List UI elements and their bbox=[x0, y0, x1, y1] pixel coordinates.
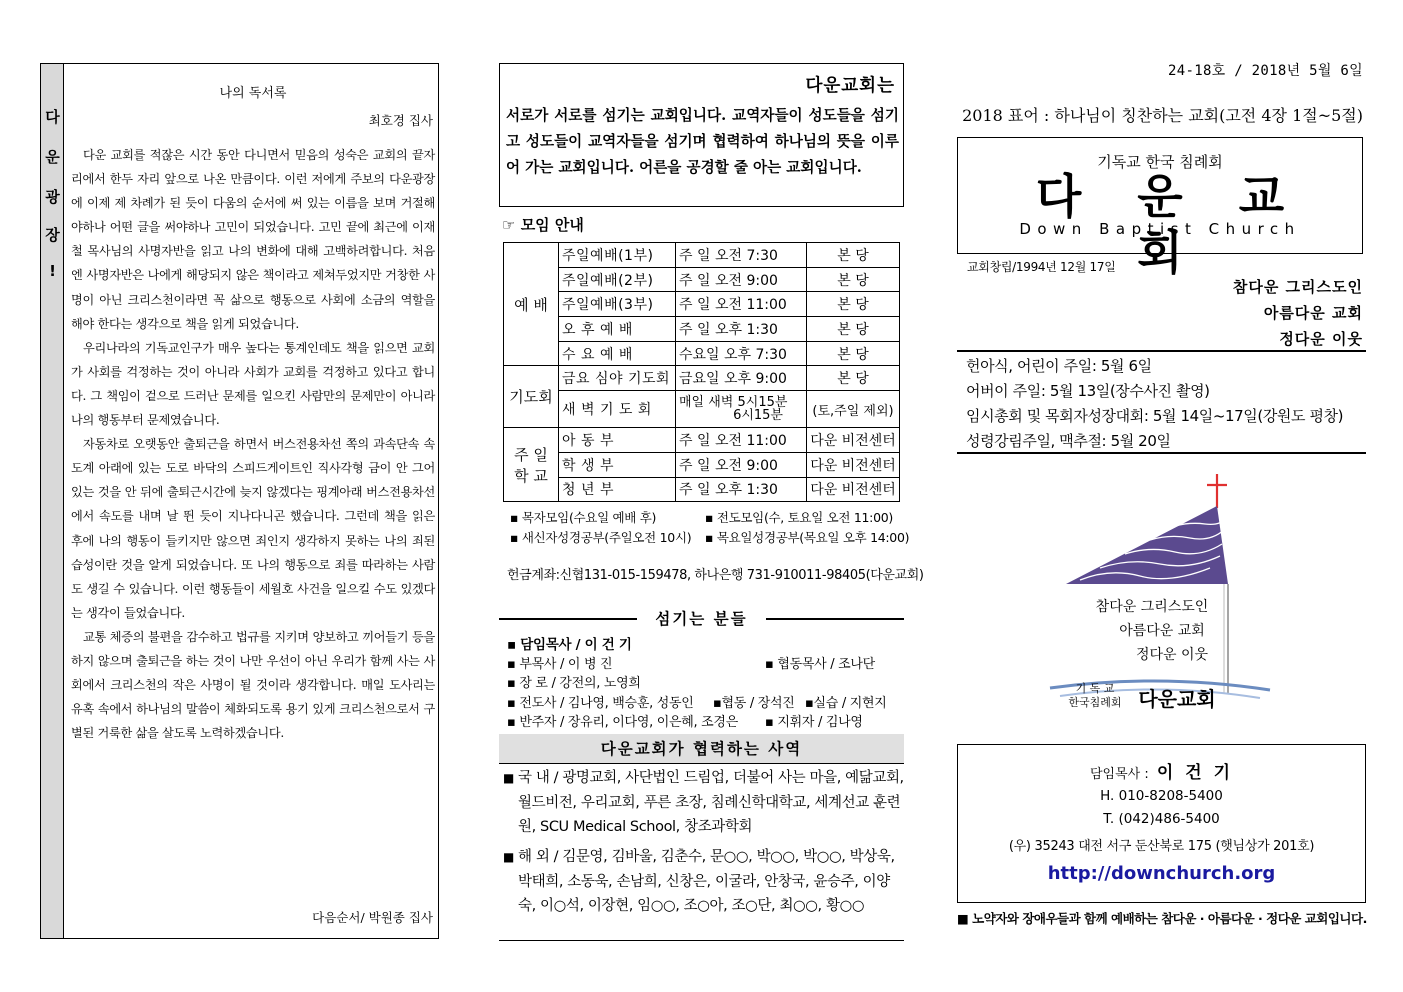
table-row bbox=[504, 292, 900, 317]
server-text: 협동목사 / 조나단 bbox=[777, 657, 875, 672]
divider bbox=[957, 452, 1366, 454]
slogan: 정다운 이웃 bbox=[1279, 330, 1363, 348]
server-text: 장 로 / 강전의, 노영희 bbox=[519, 676, 641, 691]
divider bbox=[957, 350, 1366, 352]
meeting-name: 주일예배(2부) bbox=[559, 267, 676, 292]
pastor-label: 담임목사 : bbox=[1090, 767, 1149, 782]
pointing-hand-icon: ☞ bbox=[502, 216, 516, 234]
church-intro-box bbox=[499, 63, 904, 207]
side-char: 장 bbox=[45, 226, 60, 244]
mission-domestic bbox=[499, 766, 904, 840]
slogan: 참다운 그리스도인 bbox=[1232, 278, 1363, 296]
table-row bbox=[504, 477, 900, 502]
meeting-name: 수 요 예 배 bbox=[559, 341, 676, 366]
meeting-time: 금요일 오후 9:00 bbox=[676, 366, 807, 391]
church-name-english: Down Baptist Church bbox=[1019, 220, 1301, 238]
server-item: ▪협동 / 장석진 bbox=[713, 696, 795, 711]
square-bullet-icon: ■ bbox=[503, 850, 514, 864]
server-text: 전도사 / 김나영, 백승훈, 성동인 bbox=[519, 696, 694, 711]
meeting-place: 다운 비전센터 bbox=[807, 477, 900, 502]
server-text: 반주자 / 장유리, 이다영, 이은혜, 조경은 bbox=[519, 715, 738, 730]
meetings-heading bbox=[502, 214, 584, 235]
table-row bbox=[504, 452, 900, 477]
side-char: 다 bbox=[45, 108, 60, 126]
meeting-time: 주 일 오후 1:30 bbox=[676, 477, 807, 502]
meeting-time: 주 일 오전 11:00 bbox=[676, 292, 807, 317]
table-row bbox=[504, 341, 900, 366]
meeting-time: 주 일 오후 1:30 bbox=[676, 317, 807, 342]
slogan: 아름다운 교회 bbox=[1263, 304, 1363, 322]
server-text: 협동 / 장석진 bbox=[721, 696, 795, 711]
meeting-time: 주 일 오전 9:00 bbox=[676, 452, 807, 477]
church-name: 다운교회 bbox=[1035, 170, 1341, 281]
offering-account: 헌금계좌:신협131-015-159478, 하나은행 731-910011-98405(다운교회) bbox=[507, 568, 924, 583]
category-label-line: 주 일 bbox=[514, 445, 548, 464]
divider bbox=[499, 940, 904, 941]
meeting-time-line: 매일 새벽 5시15분 bbox=[679, 395, 788, 411]
server-item: ▪ 부목사 / 이 병 진 bbox=[507, 657, 613, 672]
meeting-name: 오 후 예 배 bbox=[559, 317, 676, 342]
meeting-time: 수요일 오후 7:30 bbox=[676, 341, 807, 366]
meetings-table bbox=[503, 242, 900, 502]
address: (우) 35243 대전 서구 둔산북로 175 (햇님상가 201호) bbox=[1008, 839, 1315, 854]
logo-slogan: 정다운 이웃 bbox=[1135, 647, 1209, 663]
phone-mobile: H. 010-8208-5400 bbox=[1100, 788, 1223, 804]
meeting-name: 금요 심야 기도회 bbox=[559, 366, 676, 391]
meetings-heading-label: 모임 안내 bbox=[520, 216, 584, 234]
mission-text: 해 외 / 김문영, 김바울, 김춘수, 문○○, 박○○, 박○○, 박상욱, 박태희, 소동욱, 손남희, 신창은, 이굴라, 안창국, 윤승주, 이양숙, 이○석, 이장현, 임○○, 조○아, 조○단, 최○○, 황○○ bbox=[518, 849, 895, 914]
pastor-name: 이 건 기 bbox=[1156, 763, 1233, 783]
meeting-time: 주 일 오전 11:00 bbox=[676, 428, 807, 453]
meeting-time bbox=[676, 391, 807, 428]
server-item: ▪ 협동목사 / 조나단 bbox=[765, 657, 875, 672]
meeting-name: 청 년 부 bbox=[559, 477, 676, 502]
intro-text: 서로가 서로를 섬기는 교회입니다. 교역자들이 성도들을 섬기고 성도들이 교역자들을 섬기며 협력하여 하나님의 뜻을 이루어 가는 교회입니다. 어른을 공경할 줄 아는 교회입니다. bbox=[506, 107, 899, 176]
category-prayer: 기도회 bbox=[504, 366, 559, 428]
table-row bbox=[504, 366, 900, 391]
essay-body bbox=[71, 143, 435, 745]
server-text: 지휘자 / 김나영 bbox=[777, 715, 863, 730]
intro-title: 다운교회는 bbox=[805, 76, 895, 96]
next-writer: 다음순서/ 박원종 집사 bbox=[312, 910, 433, 925]
server-item: ▪ 전도사 / 김나영, 백승훈, 성동인 bbox=[507, 696, 694, 711]
logo-church-name: 다운교회 bbox=[1138, 687, 1216, 711]
founded-date: 교회창립/1994년 12월 17일 bbox=[967, 260, 1116, 274]
servers-title-label: 섬기는 분들 bbox=[655, 610, 748, 628]
mission-text: 국 내 / 광명교회, 사단법인 드림업, 더불어 사는 마을, 예닮교회, 월드비전, 우리교회, 푸른 초장, 침례신학대학교, 세계선교 훈련원, SCU Medical School, 창조과학회 bbox=[518, 770, 904, 835]
meeting-name: 학 생 부 bbox=[559, 452, 676, 477]
meeting-name: 아 동 부 bbox=[559, 428, 676, 453]
meeting-time: 주 일 오전 9:00 bbox=[676, 267, 807, 292]
table-row bbox=[504, 428, 900, 453]
table-row bbox=[504, 243, 900, 268]
table-row bbox=[504, 267, 900, 292]
meeting-note: ▪ 목요일성경공부(목요일 오후 14:00) bbox=[705, 530, 910, 545]
church-roof-icon bbox=[1066, 506, 1228, 584]
footer-text: 노약자와 장애우들과 함께 예배하는 참다운 · 아름다운 · 정다운 교회입니다. bbox=[972, 911, 1367, 926]
server-item: ▪실습 / 지현지 bbox=[805, 696, 887, 711]
meeting-place: 다운 비전센터 bbox=[807, 452, 900, 477]
event-item: 어버이 주일: 5월 13일(장수사진 촬영) bbox=[966, 382, 1210, 400]
servers-title bbox=[499, 607, 904, 629]
footer-note: ■ 노약자와 장애우들과 함께 예배하는 참다운 · 아름다운 · 정다운 교회입니다. bbox=[957, 911, 1367, 926]
server-text: 담임목사 / 이 건 기 bbox=[520, 637, 632, 653]
logo-slogan: 참다운 그리스도인 bbox=[1095, 599, 1209, 615]
essay-title: 나의 독서록 bbox=[219, 86, 287, 101]
category-worship: 예 배 bbox=[504, 243, 559, 366]
pastor-line bbox=[958, 758, 1365, 783]
side-char: 운 bbox=[45, 148, 60, 166]
meeting-place: 본 당 bbox=[807, 243, 900, 268]
meeting-place: 본 당 bbox=[807, 267, 900, 292]
meeting-place: 본 당 bbox=[807, 366, 900, 391]
meeting-name: 주일예배(1부) bbox=[559, 243, 676, 268]
mission-title: 다운교회가 협력하는 사역 bbox=[499, 734, 904, 764]
essay-paragraph: 자동차로 오랫동안 출퇴근을 하면서 버스전용차선 쪽의 과속단속 속도계 아래에 있는 도로 바닥의 스피드게이트인 직사각형 금이 안 그어 있는 것을 안 뒤에 출퇴근시간에 늦지 않겠다는 핑계아래 버스전용차선에서 속도를 내며 날 뛴 듯이 지나다니곤 했습니다. 그런데 책을 읽은 후에 나의 행동이 들키지만 않으면 죄인지 생각하지 못하는 나의 죄된 습성이란 것을 알게 되었습니다. 또 나의 행동으로 죄를 따라하는 사람도 생길 수 있습니다. 이런 행동들이 세월호 사건을 일으킬 수도 있겠다는 생각이 들었습니다. bbox=[71, 437, 435, 620]
meeting-time-line: 6시15분 bbox=[733, 408, 783, 424]
reading-column bbox=[40, 63, 439, 939]
meeting-time: 주 일 오전 7:30 bbox=[676, 243, 807, 268]
side-label bbox=[41, 64, 64, 938]
contact-box bbox=[957, 744, 1366, 903]
website-link[interactable]: http://downchurch.org bbox=[1047, 863, 1276, 884]
server-item: ▪ 지휘자 / 김나영 bbox=[765, 715, 863, 730]
meeting-note: ▪ 목자모임(수요일 예배 후) bbox=[510, 510, 657, 525]
reading-essay bbox=[71, 64, 435, 938]
meeting-note-text: 목자모임(수요일 예배 후) bbox=[521, 510, 657, 525]
meeting-note-text: 새신자성경공부(주일오전 10시) bbox=[521, 530, 692, 545]
event-item: 헌아식, 어린이 주일: 5월 6일 bbox=[966, 357, 1152, 375]
logo-slogan: 아름다운 교회 bbox=[1119, 623, 1205, 639]
mission-overseas bbox=[499, 845, 904, 919]
essay-author: 최호경 집사 bbox=[368, 113, 433, 128]
year-motto: 2018 표어 : 하나님이 칭찬하는 교회(고전 4장 1절~5절) bbox=[962, 106, 1363, 125]
server-text: 실습 / 지현지 bbox=[813, 696, 887, 711]
meeting-note-text: 목요일성경공부(목요일 오후 14:00) bbox=[716, 530, 910, 545]
denomination: 기독교 한국 침례회 bbox=[1097, 153, 1223, 171]
cross-icon bbox=[1207, 474, 1227, 508]
essay-paragraph: 교통 체증의 불편을 감수하고 법규를 지키며 양보하고 끼어들기 등을 하지 않으며 출퇴근을 하는 것이 나만 우선이 아닌 우리가 함께 사는 사회에서 크리스천의 작은 사명이 될 것이라 생각합니다. 매일 도사리는 유혹 속에서 하나님의 말씀이 체화되도록 용기 있게 크리스천으로서 구별된 거룩한 삶을 살도록 노력하겠습니다. bbox=[71, 629, 435, 741]
meeting-note: ▪ 새신자성경공부(주일오전 10시) bbox=[510, 530, 692, 545]
meeting-name: 주일예배(3부) bbox=[559, 292, 676, 317]
server-item: ▪ 담임목사 / 이 건 기 bbox=[507, 637, 632, 653]
essay-paragraph: 다운 교회를 적잖은 시간 동안 다니면서 믿음의 성숙은 교회의 끝자리에서 한두 자리 앞으로 나온 만큼이다. 이런 저에게 주보의 다운광장에 이제 제 차례가 된 듯이 다움의 순서에 써 있는 이름을 보며 거절해야하나 어떤 글을 써야하나 고민이 되었습니다. 고민 끝에 최근에 이재철 목사님의 사명자반을 읽고 나의 변화에 대해 고백하려합니다. 처음엔 사명자반은 나에게 해당되지 않은 책이라고 제쳐두었지만 거창한 사명이 아닌 크리스천이라면 꼭 삶으로 행동으로 사회에 소금의 역할을 해야 한다는 생각으로 책을 읽게 되었습니다. bbox=[71, 148, 435, 331]
church-logo bbox=[1040, 468, 1280, 736]
meeting-note-text: 전도모임(수, 토요일 오전 11:00) bbox=[716, 510, 893, 525]
server-text: 부목사 / 이 병 진 bbox=[519, 657, 613, 672]
category-sunday-school bbox=[504, 428, 559, 502]
table-row bbox=[504, 317, 900, 342]
side-char: ! bbox=[49, 262, 56, 280]
logo-denomination: 기 독 교 bbox=[1075, 682, 1115, 695]
square-bullet-icon: ■ bbox=[503, 771, 514, 785]
logo-denomination: 한국침례회 bbox=[1068, 696, 1122, 709]
event-item: 임시총회 및 목회자성장대회: 5월 14일~17일(강원도 평창) bbox=[966, 407, 1344, 425]
essay-paragraph: 우리나라의 기독교인구가 매우 높다는 통계인데도 책을 읽으면 교회가 사회를 걱정하는 것이 아니라 사회가 교회를 걱정하고 있다고 합니다. 그 책임이 겉으로 드러난 문제를 일으킨 사람만의 문제만이 아니라 나의 행동부터 문제였습니다. bbox=[71, 340, 435, 428]
server-item: ▪ 장 로 / 강전의, 노영희 bbox=[507, 676, 641, 691]
side-char: 광 bbox=[45, 188, 60, 206]
meeting-place: 본 당 bbox=[807, 292, 900, 317]
meeting-place: 본 당 bbox=[807, 341, 900, 366]
meeting-place: 본 당 bbox=[807, 317, 900, 342]
category-label-line: 학 교 bbox=[514, 466, 548, 485]
meeting-name: 새 벽 기 도 회 bbox=[559, 391, 676, 428]
phone-tel: T. (042)486-5400 bbox=[1103, 811, 1220, 827]
meeting-note: ▪ 전도모임(수, 토요일 오전 11:00) bbox=[705, 510, 893, 525]
meeting-place: 다운 비전센터 bbox=[807, 428, 900, 453]
server-item: ▪ 반주자 / 장유리, 이다영, 이은혜, 조경은 bbox=[507, 715, 738, 730]
issue-number: 24-18호 / 2018년 5월 6일 bbox=[1168, 63, 1363, 79]
table-row bbox=[504, 391, 900, 428]
meeting-place: (토,주일 제외) bbox=[807, 391, 900, 428]
event-item: 성령강림주일, 맥추절: 5월 20일 bbox=[966, 432, 1171, 450]
